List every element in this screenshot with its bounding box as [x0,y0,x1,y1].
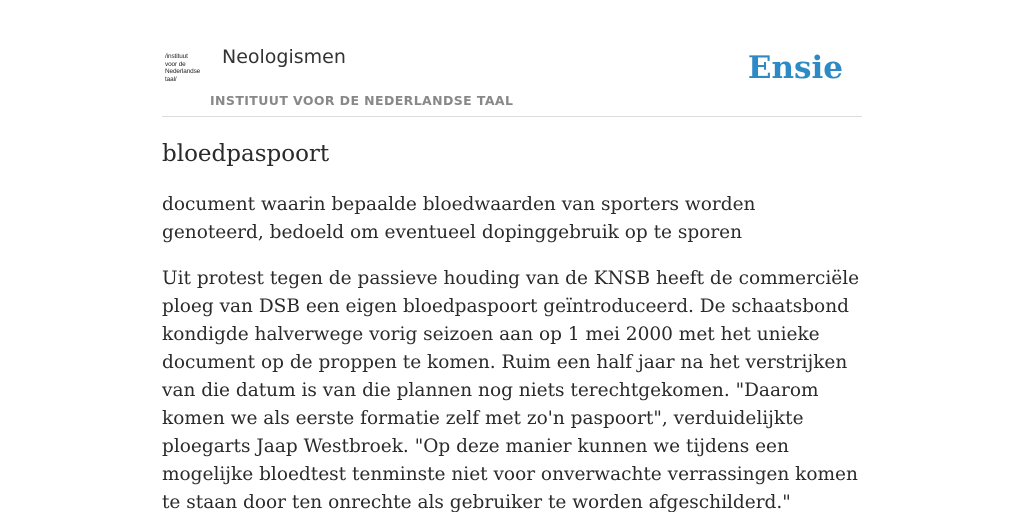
entry-example: Uit protest tegen de passieve houding van de KNSB heeft de commerciële ploeg van DSB een eigen bloedpaspoort geïntroduceerd. De schaatsbond kondigde halverwege vorig seizoen aan op 1 mei 2000 met het unieke document op de proppen te komen. Ruim een half jaar na het verstrijken van die datum is van die plannen nog niets terechtgekomen. "Daarom komen we als eerste formatie zelf met zo'n paspoort", verduidelijkte ploegarts Jaap Westbroek. "Op deze manier kunnen we tijdens een mogelijke bloedtest tenminste niet voor onverwachte verrassingen komen te staan door ten onrechte als gebruiker te worden afgeschilderd." [162,268,860,512]
logo-line: voor de [165,60,186,68]
institute-logo[interactable] [165,53,209,93]
site-title[interactable]: Neologismen [222,46,346,68]
entry-term: bloedpaspoort [162,141,330,167]
logo-line: taal/ [165,75,177,83]
logo-line: Nederlandse [165,68,201,76]
brand-logo[interactable]: Ensie [747,50,843,86]
page-header [162,0,862,117]
site-subtitle: INSTITUUT VOOR DE NEDERLANDSE TAAL [210,93,514,108]
entry-definition: document waarin bepaalde bloedwaarden van sporters worden genoteerd, bedoeld om eventueel dopinggebruik op te sporen [162,194,756,243]
entry-content [162,138,862,512]
logo-line: /instituut [165,53,188,60]
